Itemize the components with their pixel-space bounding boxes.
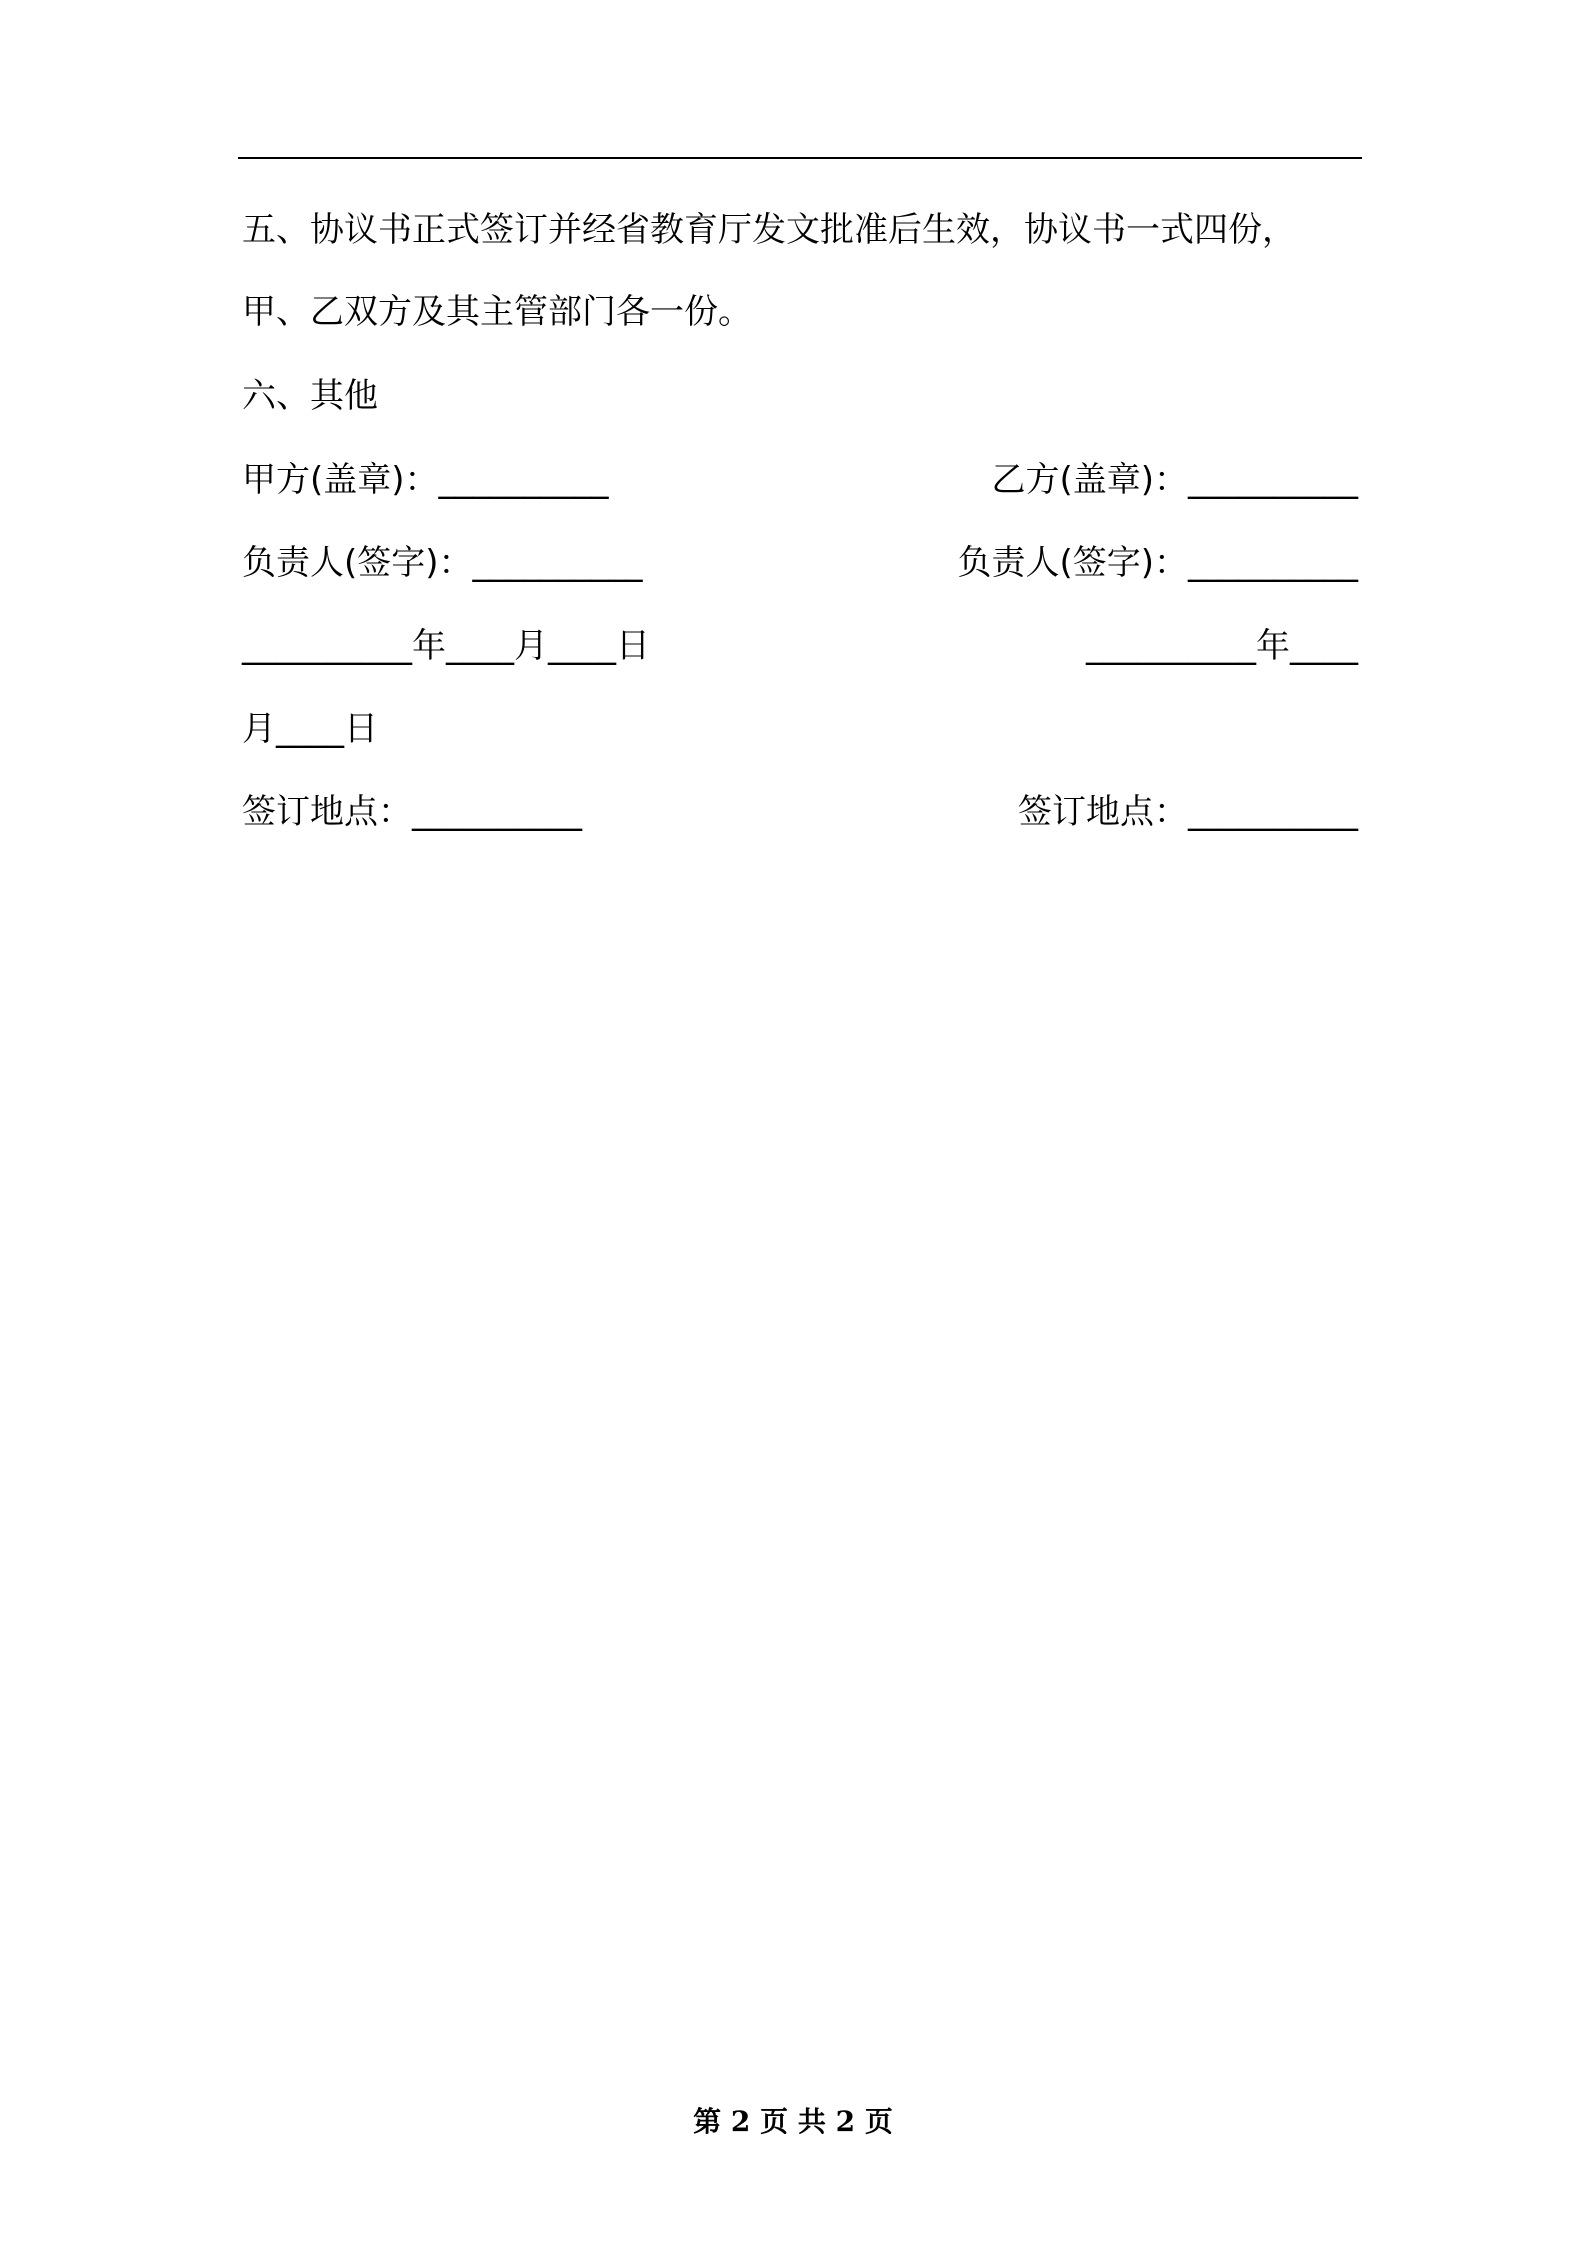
party-b-place-field: 签订地点：__________ [1018, 792, 1358, 832]
party-b-signer-field: 负责人(签字)：__________ [957, 543, 1358, 583]
paragraph-5-line-1: 五、协议书正式签订并经省教育厅发文批准后生效，协议书一式四份， [242, 210, 1296, 250]
party-a-date-field: __________年____月____日 [242, 626, 650, 666]
party-b-seal-field: 乙方(盖章)：__________ [991, 460, 1358, 500]
party-a-signer-field: 负责人(签字)：__________ [242, 543, 643, 583]
header-rule [238, 157, 1362, 159]
page-indicator: 第 2 页 共 2 页 [693, 2105, 893, 2138]
party-a-seal-field: 甲方(盖章)：__________ [242, 460, 609, 500]
party-b-date-field-line-2: 月____日 [242, 709, 378, 749]
paragraph-5-line-2: 甲、乙双方及其主管部门各一份。 [242, 292, 752, 332]
party-a-place-field: 签订地点：__________ [242, 792, 582, 832]
section-6-heading: 六、其他 [242, 376, 378, 416]
party-b-date-field-line-1: __________年____ [1086, 626, 1358, 666]
